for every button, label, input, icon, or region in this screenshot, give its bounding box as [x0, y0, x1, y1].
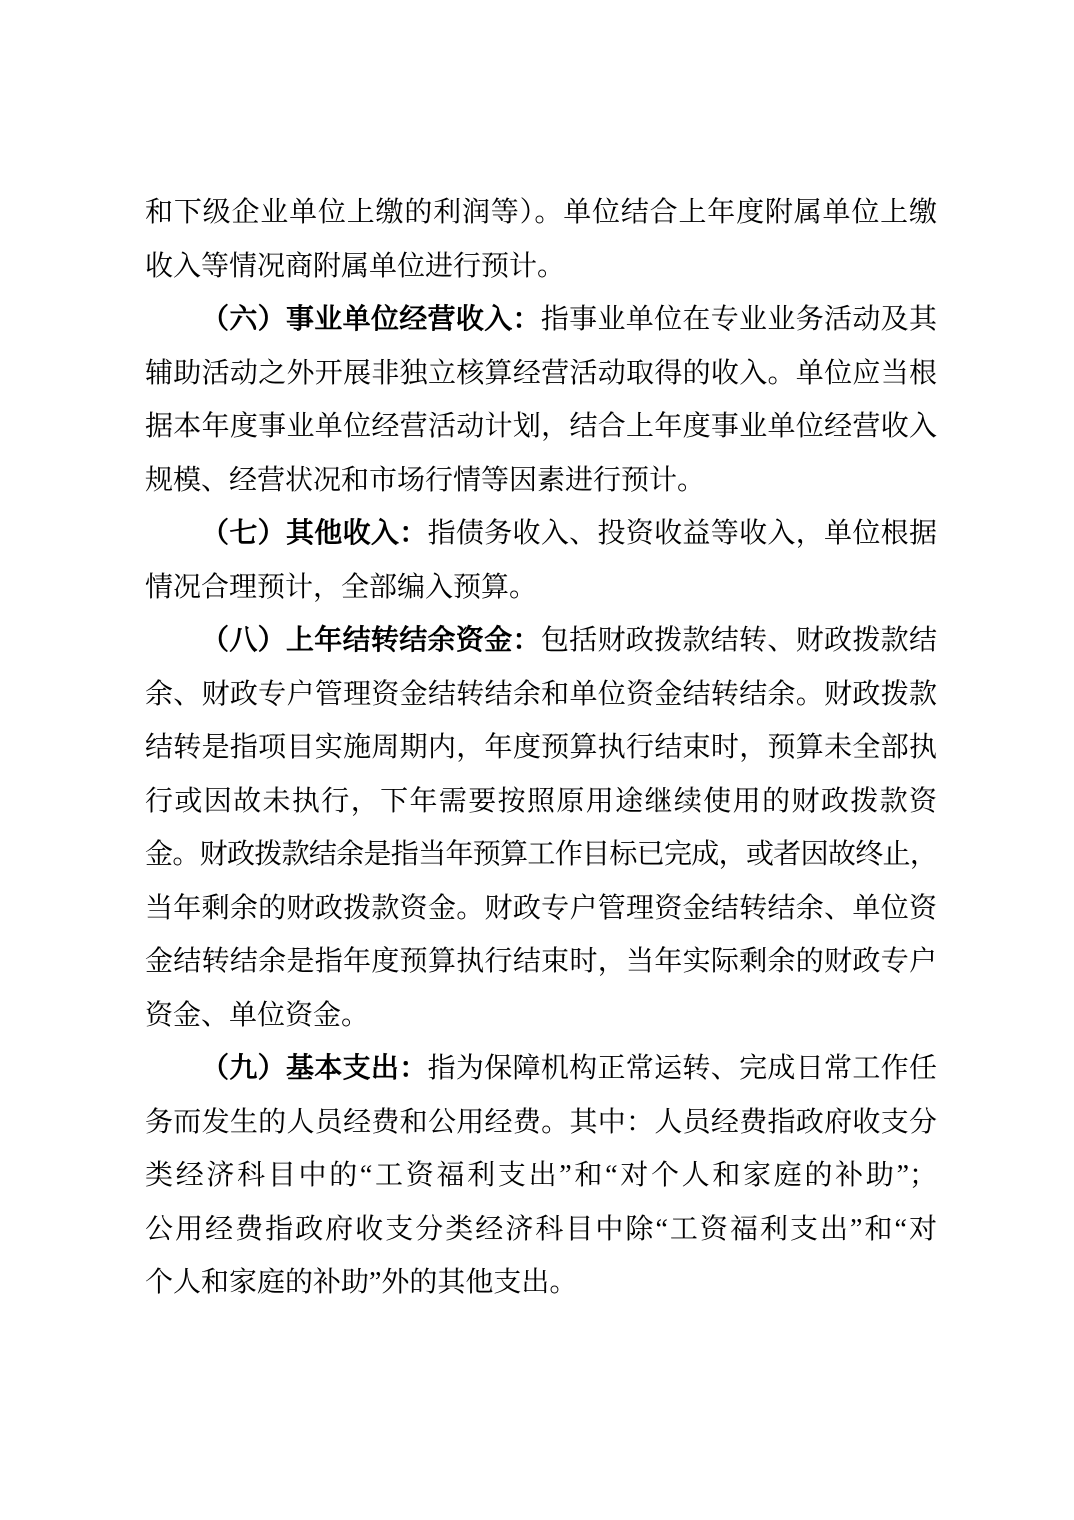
text-line [145, 828, 937, 882]
document-body [145, 186, 937, 1310]
text-line [145, 1256, 937, 1310]
text-line [145, 561, 937, 615]
line-text: 情况合理预计，全部编入预算。 [145, 571, 538, 603]
line-text: 指债务收入、投资收益等收入，单位根据 [427, 518, 937, 549]
line-text: 和下级企业单位上缴的利润等）。单位结合上年度附属单位上缴 [145, 197, 937, 228]
line-text: 行或因故未执行，下年需要按照原用途继续使用的财政拨款资 [145, 785, 937, 817]
text-line [145, 507, 937, 561]
text-line [145, 240, 937, 294]
text-line [145, 989, 937, 1043]
paragraph [145, 614, 937, 1042]
text-line [145, 721, 937, 775]
line-text: 余、财政专户管理资金结转结余和单位资金结转结余。财政拨款 [145, 678, 937, 710]
paragraph-label: （八）上年结转结余资金： [201, 625, 541, 656]
paragraph [145, 293, 937, 507]
text-line [145, 668, 937, 722]
text-line [145, 614, 937, 668]
text-line [145, 775, 937, 829]
text-line [145, 935, 937, 989]
line-text: 个人和家庭的补助”外的其他支出。 [145, 1267, 578, 1298]
text-line [145, 1203, 937, 1257]
line-text: 规模、经营状况和市场行情等因素进行预计。 [145, 464, 706, 496]
text-line [145, 293, 937, 347]
line-text: 辅助活动之外开展非独立核算经营活动取得的收入。单位应当根 [145, 357, 937, 389]
line-text: 结转是指项目实施周期内，年度预算执行结束时，预算未全部执 [145, 732, 937, 763]
text-line [145, 882, 937, 936]
line-text: 当年剩余的财政拨款资金。财政专户管理资金结转结余、单位资 [145, 892, 937, 924]
line-text: 资金、单位资金。 [145, 999, 370, 1031]
paragraph [145, 186, 937, 293]
paragraph-label: （七）其他收入： [201, 518, 428, 549]
line-text: 公用经费指政府收支分类经济科目中除“工资福利支出”和“对 [145, 1213, 937, 1245]
text-line [145, 1149, 937, 1203]
line-text: 指为保障机构正常运转、完成日常工作任 [427, 1053, 937, 1084]
line-text: 指事业单位在专业业务活动及其 [540, 304, 937, 335]
text-line [145, 186, 937, 240]
line-text: 据本年度事业单位经营活动计划，结合上年度事业单位经营收入 [145, 411, 937, 442]
line-text: 务而发生的人员经费和公用经费。其中：人员经费指政府收支分 [145, 1106, 937, 1138]
paragraph [145, 507, 937, 614]
line-text: 金结转结余是指年度预算执行结束时，当年实际剩余的财政专户 [145, 946, 937, 977]
text-line [145, 454, 937, 508]
line-text: 收入等情况商附属单位进行预计。 [145, 250, 566, 282]
text-line [145, 1042, 937, 1096]
line-text: 金。财政拨款结余是指当年预算工作目标已完成，或者因故终止， [145, 839, 937, 870]
paragraph-label: （九）基本支出： [201, 1053, 428, 1084]
text-line [145, 347, 937, 401]
text-line [145, 1096, 937, 1150]
line-text: 类经济科目中的“工资福利支出”和“对个人和家庭的补助”； [145, 1160, 937, 1191]
paragraph-label: （六）事业单位经营收入： [201, 304, 541, 335]
line-text: 包括财政拨款结转、财政拨款结 [540, 625, 937, 656]
text-line [145, 400, 937, 454]
paragraph [145, 1042, 937, 1310]
